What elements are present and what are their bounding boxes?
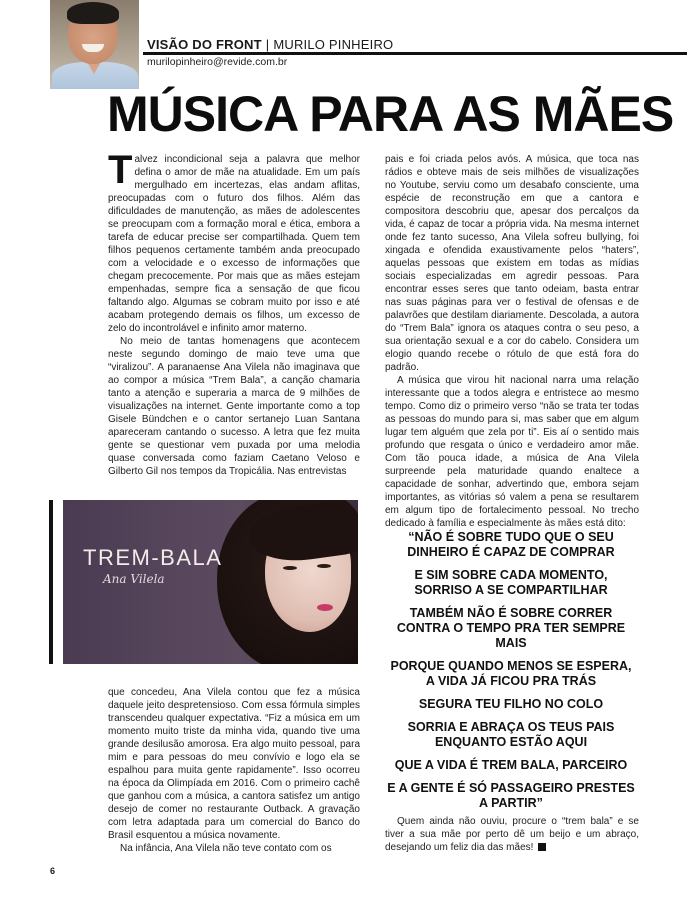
paragraph: No meio de tantas homenagens que acontecem neste segundo domingo de maio teve uma que “viralizou”. A paranaense Ana Vilela não imaginava que ao compor a música “Trem Bala”, a canção chamaria tanto a atenção e superaria a marca de 9 milhões de visualizações na internet. Gente importante como a top Gisele Bündchen e o cantor sertanejo Luan Santana apareceram cantando o sucesso. A letra que fez muita gente se questionar vem puxada por uma melodia quase conversada como faziam Caetano Veloso e Gilberto Gil nos tempos da Tropicália. Nas entrevistas <box>108 336 360 477</box>
paragraph: que concedeu, Ana Vilela contou que fez a música daquele jeito despretensioso. Com essa fórmula simples transcendeu qualquer expectativa. “Fiz a música em um momento muito triste da minha vida, quando tive uma grande desilusão amorosa. Era algo muito pessoal, para mim e para pessoas do meu convívio e logo ela se espalhou para muita gente rapidamente”. Isso ocorreu na época da Olimpíada em 2016. Com o primeiro cachê que ganhou com a música, a cantora satisfez um antigo desejo de comer no restaurante Outback. A gravação com letra adaptada para um comercial do Banco do Brasil esquentou a música novamente. <box>108 687 360 841</box>
author-photo <box>50 0 139 89</box>
author-email: murilopinheiro@revide.com.br <box>147 56 288 68</box>
end-of-article-icon: r <box>538 843 546 851</box>
quote-line: TAMBÉM NÃO É SOBRE CORRER CONTRA O TEMPO PRA TER SEMPRE MAIS <box>396 606 626 650</box>
quote-line: SORRIA E ABRAÇA OS TEUS PAIS ENQUANTO ESTÃO AQUI <box>407 720 615 749</box>
singer-portrait <box>213 500 358 664</box>
lyrics-quote <box>385 530 637 819</box>
quote-line: QUE A VIDA É TREM BALA, PARCEIRO <box>394 758 628 772</box>
quote-line: PORQUE QUANDO MENOS SE ESPERA, A VIDA JÁ FICOU PRA TRÁS <box>390 659 632 688</box>
album-title: TREM-BALA <box>83 545 223 570</box>
column-right-closing <box>385 815 639 854</box>
image-accent-bar <box>49 500 53 664</box>
quote-line: SEGURA TEU FILHO NO COLO <box>418 697 604 711</box>
column-separator: | <box>265 37 270 52</box>
paragraph: pais e foi criada pelos avós. A música, que toca nas rádios e obteve mais de seis milhões de visualizações no Youtube, serviu como um desabafo consciente, uma espécie de reconstrução em que a cantora e compositora descobriu que, apesar dos percalços da vida, é capaz de tocar a própria vida. Na mesma internet onde fez tanto sucesso, Ana Vilela sofreu bullying, foi xingada e ofendida exaustivamente pelos “haters”, aquelas pessoas que existem em todas as mídias sociais especializadas em agredir pessoas. Para encontrar esses seres que tanto odeiam, basta entrar nas suas páginas para ver o festival de ofensas e de palavrões que destilam diariamente. Descolada, a autora do “Trem Bala” ignora os ataques contra o seu peso, a sua orientação sexual e a cor do cabelo. Considera um elogio quando recebe o rótulo de que está fora do padrão. <box>385 154 639 373</box>
column-right-top <box>385 153 639 530</box>
quote-line: E A GENTE É SÓ PASSAGEIRO PRESTES A PARTIR” <box>387 781 635 810</box>
header-rule <box>143 52 687 55</box>
paragraph: A música que virou hit nacional narra uma relação interessante que a todos alegra e entristece ao mesmo tempo. Como diz o primeiro verso “não se trata ter todas as pessoas do mundo para si, mas saber que em algum lugar tem alguém que zela por ti”. Eis aí o sentido mais profundo que resgata o único e verdadeiro amor mãe. Com tão pouca idade, a música de Ana Vilela surpreende pela maturidade quando enaltece a capacidade de sonhar, advertindo que, embora sejam importantes, as vitórias só valem a pena se resultarem em algum tipo de fortalecimento pessoal. No trecho dedicado à família e especialmente às mães está dito: <box>385 375 639 529</box>
album-artist: Ana Vilela <box>103 572 165 586</box>
quote-line: “NÃO É SOBRE TUDO QUE O SEU DINHEIRO É CAPAZ DE COMPRAR <box>407 530 615 559</box>
column-left-bottom <box>108 686 360 855</box>
column-left-top <box>108 148 360 478</box>
column-label <box>147 38 393 52</box>
closing-text: Quem ainda não ouviu, procure o “trem bala” e se tiver a sua mãe por perto dê um beijo e um abraço, desejando um feliz dia das mães! <box>385 816 639 853</box>
closing-paragraph <box>385 815 639 854</box>
paragraph-text: alvez incondicional seja a palavra que melhor defina o amor de mãe na atualidade. Em um país mergulhado em incertezas, elas andam aflitas, preocupadas com o futuro dos filhos. Além das dificuldades de manutenção, as mães de adolescentes se preocupam com a formação moral e ética, embora a tarefa de educar precise ser compartilhada. Quem tem filhos pequenos certamente também anda preocupado com a velocidade e o excesso de informações que chegam precocemente. Por mais que as mães estejam empenhadas, sempre fica a sensação de que ficou faltando algo. Algumas se cobram muito por isso e até acabam protegendo demais os filhos, um excesso de zelo do incontrolável e infinito amor materno. <box>108 154 360 334</box>
album-cover-image <box>63 500 358 664</box>
quote-line: E SIM SOBRE CADA MOMENTO, SORRISO A SE COMPARTILHAR <box>414 568 608 597</box>
dropcap: T <box>108 148 133 192</box>
author-name: MURILO PINHEIRO <box>273 37 394 52</box>
paragraph: Na infância, Ana Vilela não teve contato com os <box>120 843 332 854</box>
column-name: VISÃO DO FRONT <box>147 37 262 52</box>
paragraph <box>108 148 360 335</box>
article-title: MÚSICA PARA AS MÃES <box>107 86 674 142</box>
page-number: 6 <box>50 866 56 876</box>
